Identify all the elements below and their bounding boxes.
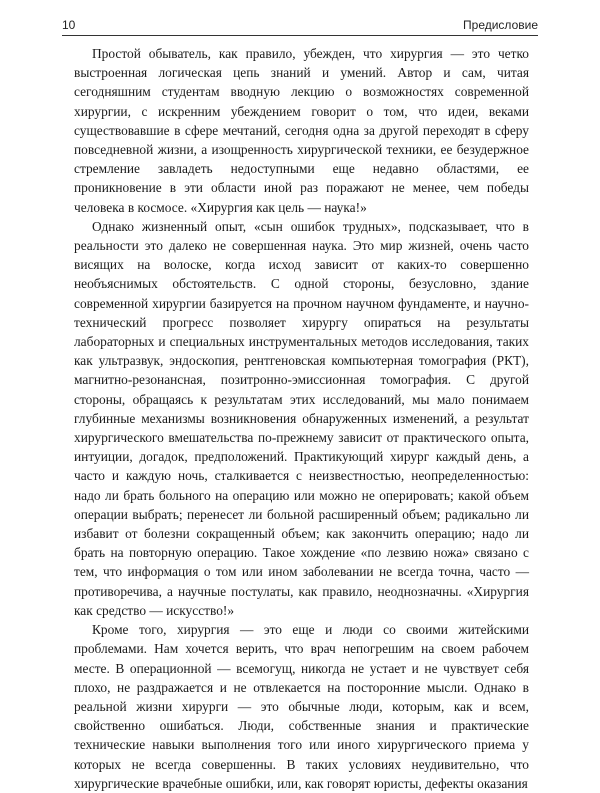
running-title: Предисловие [463,18,538,32]
body-text [74,44,529,793]
page-header [62,14,538,36]
header-divider [62,35,538,36]
paragraph: Простой обыватель, как правило, убежден, что хирургия — это четко выстроенная логическая цепь знаний и умений. Автор и сам, читая сегодняшним студентам вводную лекцию о возможностях современной хирургии, с искренним убеждением говорит о том, что идеи, веками существовавшие в сфере мечтаний, сегодня одна за другой переходят в сферу повседневной жизни, а изощренность хирургической техники, ее безудержное стремление завладеть недоступными еще недавно областями, ее проникновение в эти области иной раз поражают не менее, чем победы человека в космосе. «Хирургия как цель — наука!» [74,46,529,215]
paragraph: Кроме того, хирургия — это еще и люди со своими житейскими проблемами. Нам хочется верить, что врач непогрешим на своем рабочем месте. В операционной — всемогущ, никогда не устает и не чувствует себя плохо, не раздражается и не отвлекается на посторонние мысли. Однако в реальной жизни хирурги — это обычные люди, которым, как и всем, свойственно ошибаться. Люди, собственные знания и практические технические навыки выполнения того или иного хирургического приема у которых не всегда совершенны. В таких условиях неудивительно, что хирургические врачебные ошибки, или, как говорят юристы, дефекты оказания [74,622,529,791]
page-number: 10 [62,18,76,32]
paragraph: Однако жизненный опыт, «сын ошибок трудных», подсказывает, что в реальности это далеко не совершенная наука. Это мир жизней, очень часто висящих на волоске, когда исход зависит от каких-то совершенно необъяснимых обстоятельств. С одной стороны, безусловно, здание современной хирургии базируется на прочном научном фундаменте, и научно-технический прогресс позволяет хирургу опираться на результаты лабораторных и специальных инструментальных методов исследования, таких как ультразвук, эндоскопия, рентгеновская компьютерная томография (РКТ), магнитно-резонансная, позитронно-эмиссионная томография. С другой стороны, обращаясь к результатам этих исследований, мы мало понимаем глубинные механизмы возникновения обнаруженных изменений, а результат хирургического вмешательства по-прежнему зависит от практического опыта, интуиции, догадок, предположений. Практикующий хирург каждый день, а часто и каждую ночь, сталкивается с неизвестностью, неопределенностью: надо ли брать больного на операцию или можно не оперировать; какой объем операции выбрать; перенесет ли больной расширенный объем; радикально ли избавит от болезни сокращенный объем; как закончить операцию; надо ли брать на повторную операцию. Такое хождение «по лезвию ножа» связано с тем, что информация о том или ином заболевании не всегда точна, часто — противоречива, а научные постулаты, как правило, неоднозначны. «Хирургия как средство — искусство!» [74,218,529,618]
